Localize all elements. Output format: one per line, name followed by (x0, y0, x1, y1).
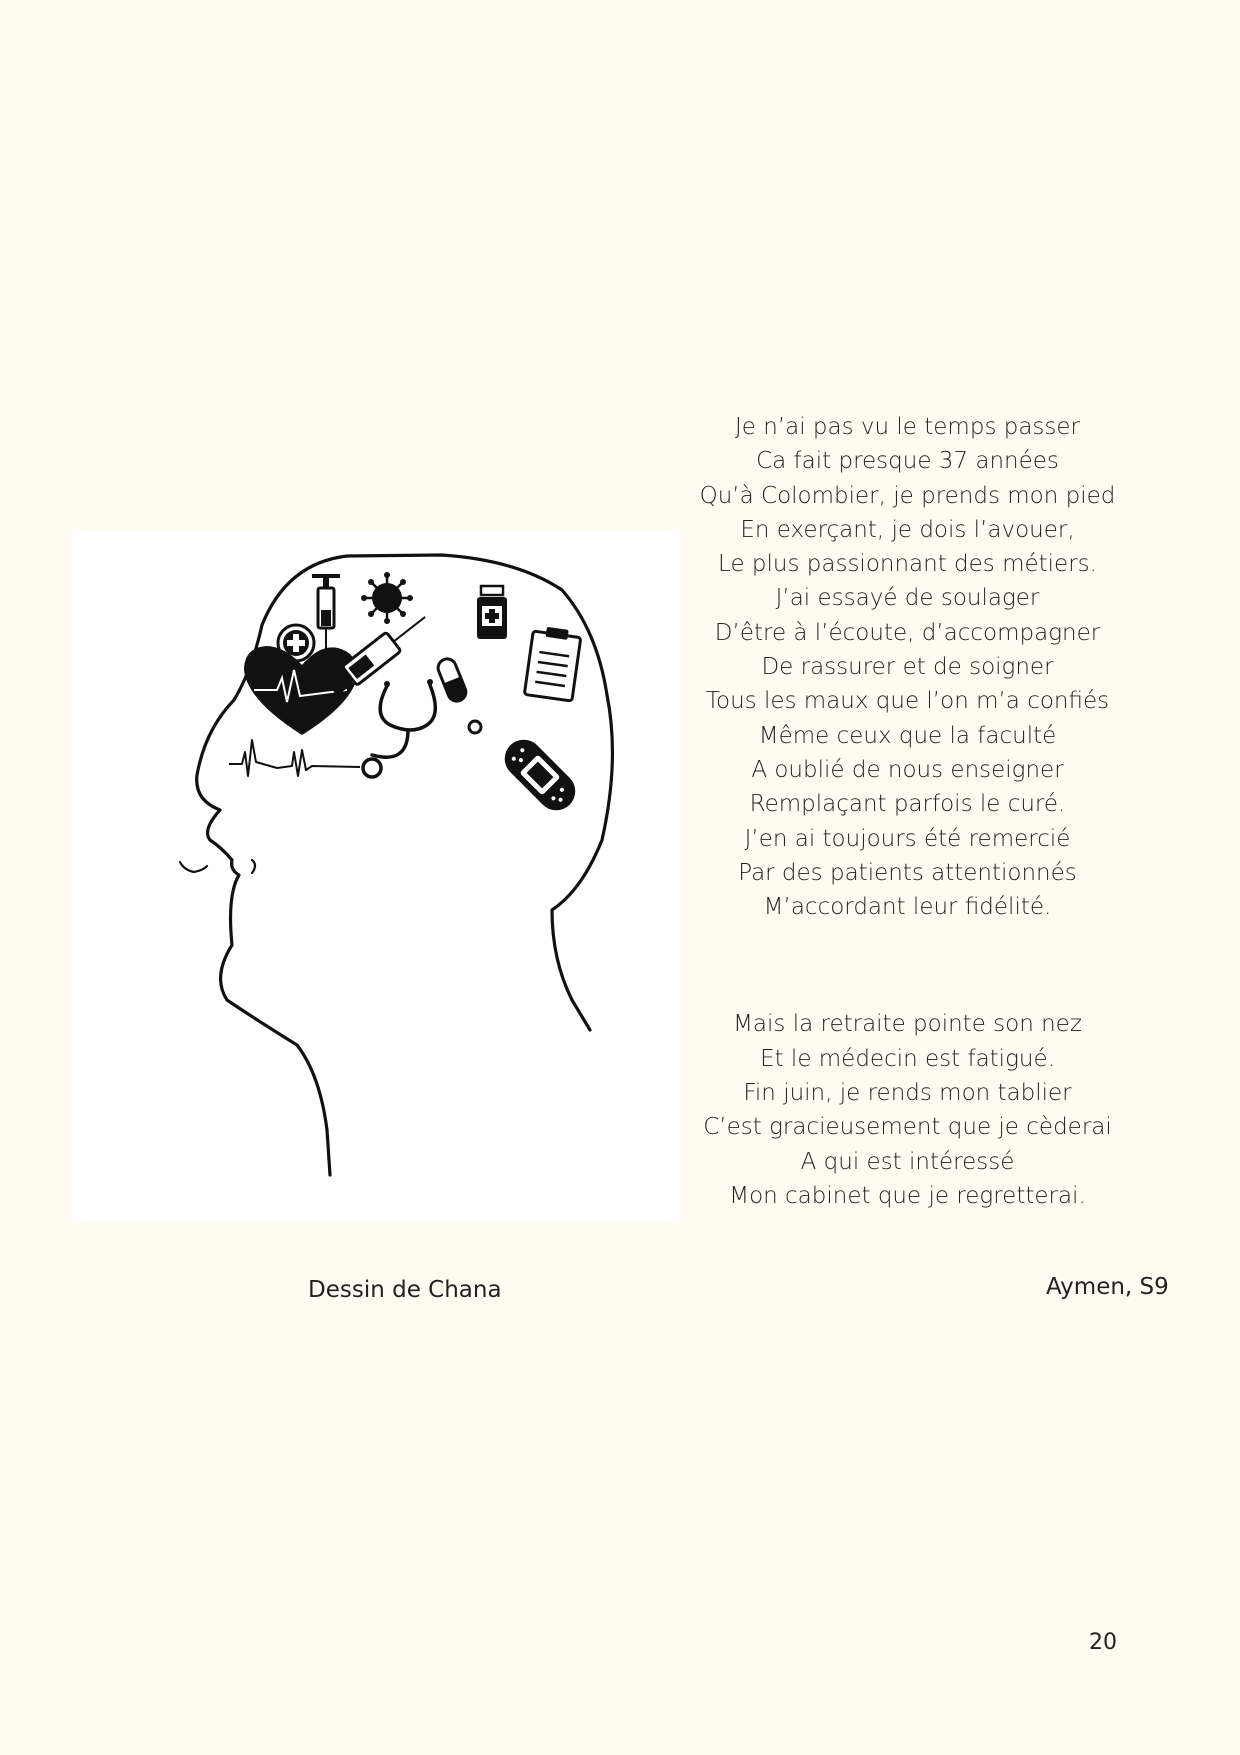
heartbeat-line (229, 740, 360, 776)
pill-bottle-icon (477, 586, 507, 639)
poem-line: Par des patients attentionnés (738, 859, 1077, 886)
poem-line: Le plus passionnant des métiers. (718, 551, 1097, 578)
poem-stanza-1 (690, 410, 1125, 924)
capsule-icon (435, 656, 468, 704)
poem-line: M’accordant leur fidélité. (763, 894, 1052, 921)
poem (690, 410, 1125, 1213)
small-ring-icon (469, 721, 481, 733)
poem-line: Et le médecin est fatigué. (760, 1045, 1055, 1072)
nostril (252, 860, 255, 873)
poem-line: Je n’ai pas vu le temps passer (735, 414, 1080, 440)
poem-line: J’ai essayé de soulager (775, 585, 1040, 612)
nose-curve (180, 862, 207, 872)
poem-line: Tous les maux que l’on m’a confiés (705, 688, 1110, 715)
author-credit: Aymen, S9 (1046, 1274, 1169, 1300)
poem-line: Fin juin, je rends mon tablier (743, 1080, 1072, 1107)
poem-line: Remplaçant parfois le curé. (749, 791, 1066, 818)
poem-line: D’être à l’écoute, d’accompagner (714, 619, 1101, 646)
poem-stanza-2 (690, 1007, 1125, 1213)
head-illustration (72, 530, 680, 1222)
syringe-icon (312, 574, 340, 652)
page-number: 20 (1089, 1630, 1117, 1655)
stethoscope-icon (363, 679, 435, 777)
poem-line: Ca fait presque 37 années (756, 448, 1059, 475)
poem-line: A oublié de nous enseigner (751, 756, 1064, 783)
poem-line: Qu’à Colombier, je prends mon pied (699, 482, 1116, 509)
bandage-icon (497, 732, 583, 818)
poem-line: En exerçant, je dois l’avouer, (740, 516, 1075, 543)
drawing-credit: Dessin de Chana (308, 1277, 502, 1303)
poem-line: Même ceux que la faculté (758, 722, 1057, 749)
poem-line: J’en ai toujours été remercié (744, 825, 1071, 852)
poem-line: A qui est intéressé (800, 1148, 1015, 1175)
poem-line: C’est gracieusement que je cèderai (703, 1114, 1112, 1141)
poem-line: De rassurer et de soigner (761, 654, 1054, 681)
virus-icon (361, 572, 413, 624)
poem-line: Mon cabinet que je regretterai. (729, 1182, 1086, 1209)
poem-line: Mais la retraite pointe son nez (733, 1011, 1082, 1038)
clipboard-icon (524, 625, 581, 701)
